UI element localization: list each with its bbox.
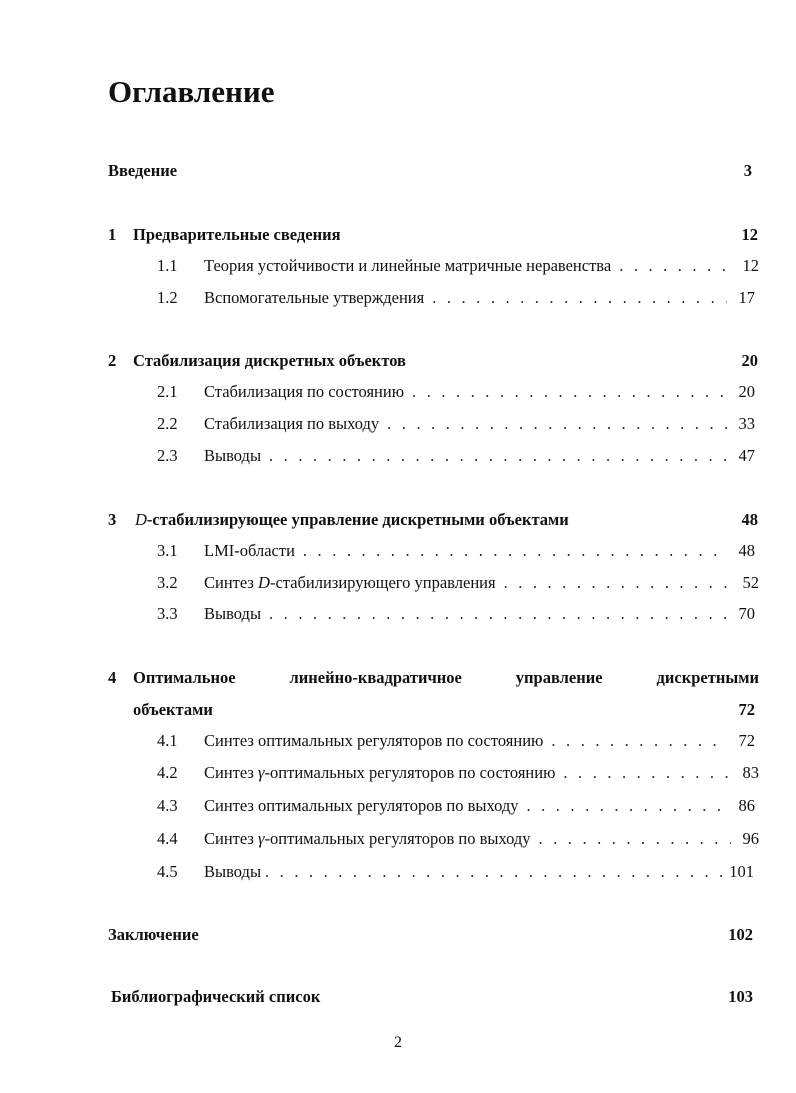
section-label: Теория устойчивости и линейные матричные неравенства [204,256,612,275]
chapter-label [135,507,569,533]
toc-section-4-1[interactable] [157,728,755,754]
chapter-number: 4 [108,668,117,687]
entry-page: 103 [728,987,753,1006]
chapter-label-line-2: объектами [133,700,213,719]
section-number: 4.1 [157,731,178,750]
section-number: 2.1 [157,382,178,401]
dot-leader [551,728,727,754]
chapter-page: 72 [738,700,755,719]
chapter-word: дискретными [656,668,759,687]
section-label: Стабилизация по выходу [204,414,380,433]
section-page: 47 [738,446,755,465]
math-symbol-gamma: γ [258,763,265,782]
section-page: 86 [738,796,755,815]
section-page: 96 [742,829,759,848]
section-label-post: -оптимальных регуляторов по выходу [264,829,531,848]
section-number: 2.3 [157,446,178,465]
section-label: Вспомогательные утверждения [204,288,425,307]
chapter-word: линейно-квадратичное [289,668,462,687]
section-number: 2.2 [157,414,178,433]
chapter-page: 12 [741,225,758,244]
dot-leader [269,443,727,469]
chapter-number: 2 [108,351,117,370]
section-page: 72 [738,731,755,750]
section-number: 3.2 [157,573,178,592]
section-label: Выводы [204,604,262,623]
section-label: Синтез оптимальных регуляторов по выходу [204,796,519,815]
section-label-post: -оптимальных регуляторов по состоянию [264,763,556,782]
section-number: 1.2 [157,288,178,307]
entry-page: 102 [728,925,753,944]
toc-section-4-3[interactable] [157,793,755,819]
toc-entry-bibliography[interactable] [111,984,753,1010]
section-label-pre: Синтез [204,763,259,782]
toc-section-3-1[interactable] [157,538,755,564]
section-page: 12 [742,256,759,275]
chapter-label-text: -стабилизирующее управление дискретными объектами [146,510,569,529]
section-page: 17 [738,288,755,307]
toc-section-3-2[interactable] [157,570,759,596]
section-label: Выводы [204,862,262,881]
section-label: Стабилизация по состоянию [204,382,405,401]
section-label: Выводы [204,446,262,465]
dot-leader [539,826,732,852]
entry-label: Введение [108,161,178,180]
toc-chapter-1[interactable] [108,222,758,248]
toc-section-3-3[interactable] [157,601,755,627]
section-number: 4.3 [157,796,178,815]
toc-section-4-2[interactable] [157,760,759,786]
chapter-number: 1 [108,225,117,244]
section-label-pre: Синтез [204,829,259,848]
section-number: 4.2 [157,763,178,782]
section-page: 101 [729,862,754,881]
entry-label: Библиографический список [111,987,321,1006]
section-number: 3.3 [157,604,178,623]
toc-section-2-1[interactable] [157,379,755,405]
entry-label: Заключение [108,925,199,944]
section-page: 20 [738,382,755,401]
chapter-label: Предварительные сведения [133,225,341,244]
entry-page: 3 [743,161,752,180]
dot-leader [432,285,727,311]
section-label [204,826,531,852]
dot-leader [619,253,731,279]
toc-chapter-4[interactable] [108,665,759,691]
toc-section-1-1[interactable] [157,253,759,279]
section-number: 4.5 [157,862,178,881]
section-page: 33 [738,414,755,433]
section-number: 4.4 [157,829,178,848]
section-label-pre: Синтез [204,573,259,592]
dot-leader [387,411,727,437]
toc-section-2-2[interactable] [157,411,755,437]
dot-leader [526,793,727,819]
dot-leader [504,570,731,596]
section-number: 3.1 [157,541,178,560]
chapter-word: Оптимальное [133,668,236,687]
dot-leader [269,601,727,627]
section-page: 70 [738,604,755,623]
page-number: 2 [394,1034,402,1051]
chapter-word: управление [515,668,603,687]
chapter-page: 48 [741,510,758,529]
section-label [204,760,555,786]
toc-entry-conclusion[interactable] [108,922,753,948]
dot-leader [563,760,731,786]
dot-leader [303,538,727,564]
chapter-number: 3 [108,510,117,529]
section-label: Синтез оптимальных регуляторов по состоянию [204,731,544,750]
section-page: 52 [742,573,759,592]
page-title: Оглавление [108,74,275,109]
math-symbol-d: D [258,573,270,592]
chapter-label-line-1 [133,665,759,691]
toc-section-4-4[interactable] [157,826,759,852]
toc-chapter-3[interactable] [108,507,758,533]
section-label: LMI-области [204,541,295,560]
chapter-label: Стабилизация дискретных объектов [133,351,406,370]
toc-chapter-2[interactable] [108,348,758,374]
toc-section-2-3[interactable] [157,443,755,469]
section-label-post: -стабилизирующего управления [269,573,496,592]
toc-section-1-2[interactable] [157,285,755,311]
math-symbol-d: D [135,510,147,529]
section-page: 48 [738,541,755,560]
toc-chapter-4-line-2[interactable] [108,697,755,723]
section-label [204,570,496,596]
section-page: 83 [742,763,759,782]
dot-leader [412,379,727,405]
math-symbol-gamma: γ [258,829,265,848]
chapter-page: 20 [741,351,758,370]
toc-entry-intro[interactable] [108,158,752,184]
section-number: 1.1 [157,256,178,275]
dot-leader [265,859,728,885]
toc-section-4-5[interactable] [157,859,754,885]
